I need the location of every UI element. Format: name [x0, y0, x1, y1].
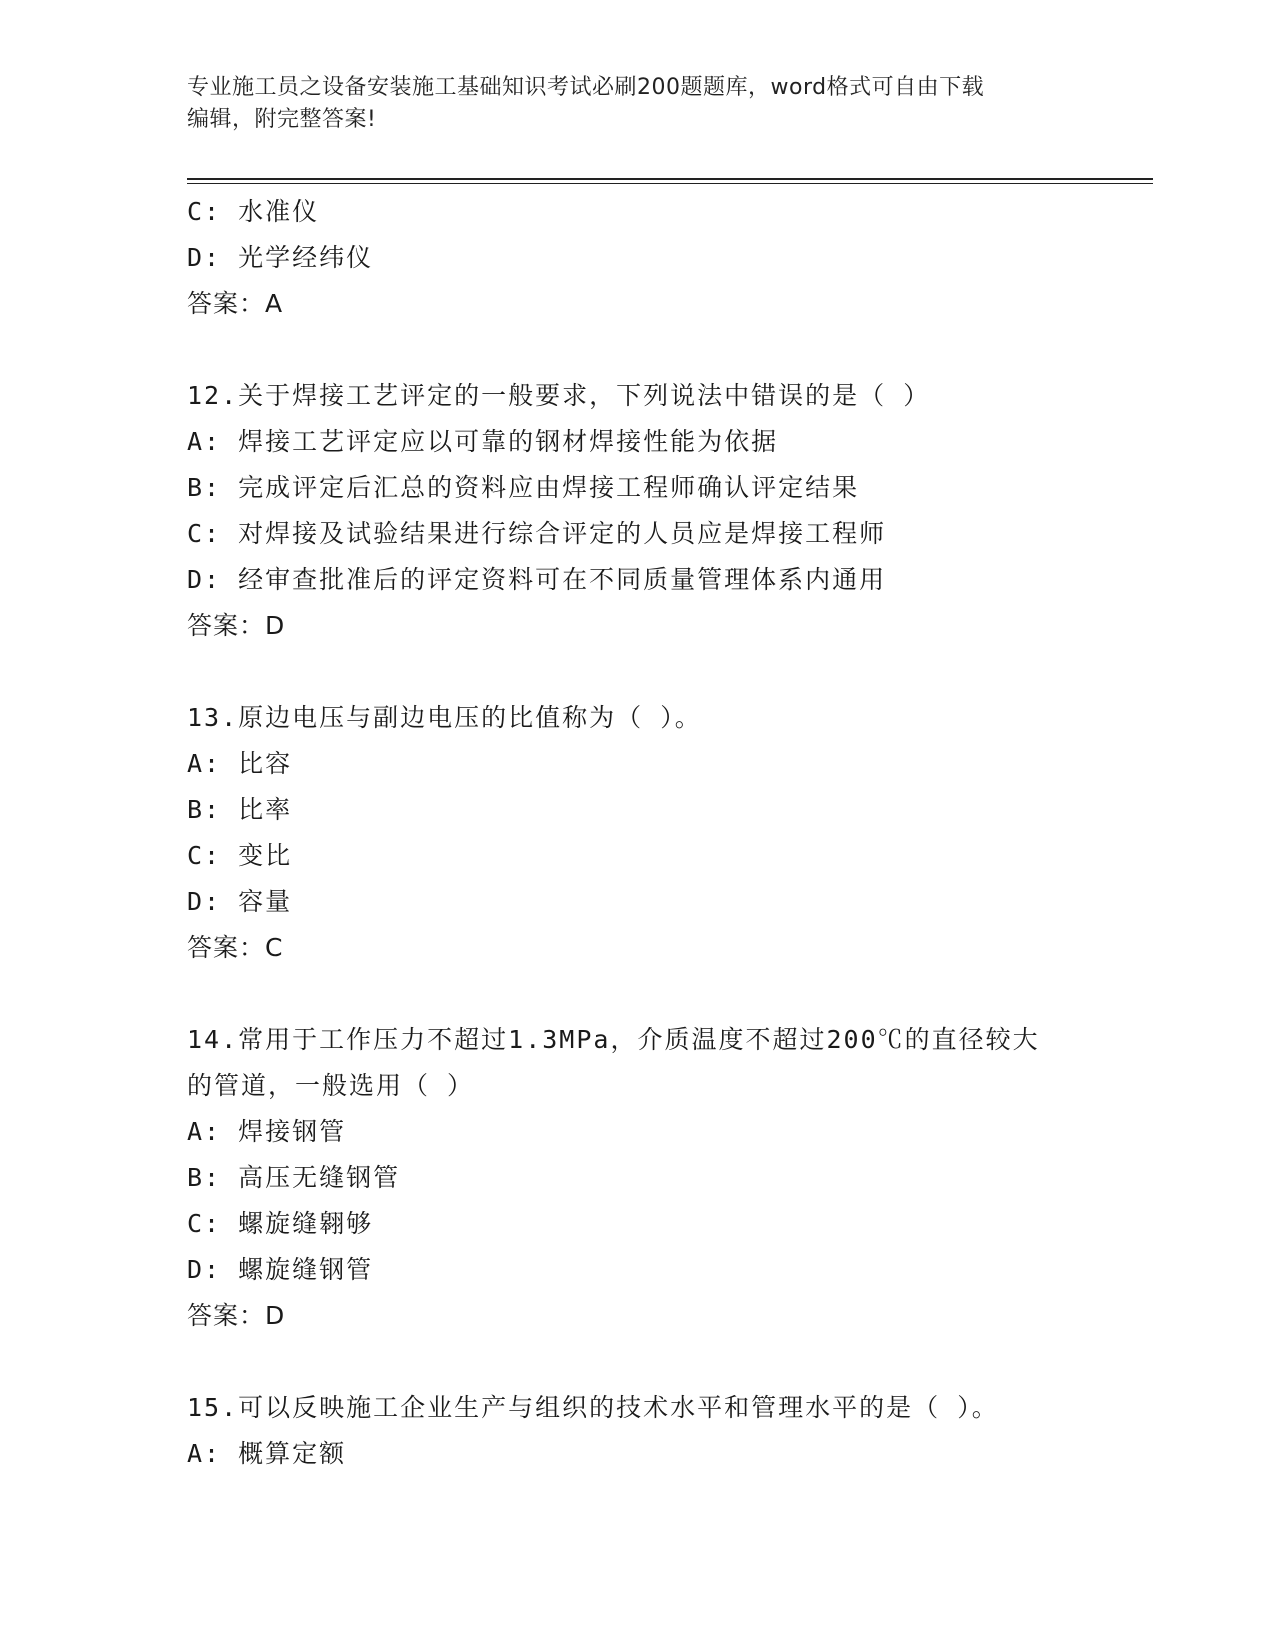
answer-line: 答案：D	[187, 611, 286, 640]
option-a: A: 焊接钢管	[187, 1117, 347, 1146]
option-b: B: 完成评定后汇总的资料应由焊接工程师确认评定结果	[187, 473, 860, 502]
option-a: A: 概算定额	[187, 1439, 347, 1468]
option-c: C: 水准仪	[187, 197, 320, 226]
option-d: D: 螺旋缝钢管	[187, 1255, 374, 1284]
spacer	[187, 971, 1087, 1017]
spacer	[187, 1339, 1087, 1385]
option-c: C: 变比	[187, 841, 293, 870]
option-b: B: 比率	[187, 795, 293, 824]
question-block-15	[187, 1385, 1087, 1477]
spacer	[187, 327, 1087, 373]
question-stem: 12.关于焊接工艺评定的一般要求，下列说法中错误的是（ ）	[187, 381, 931, 410]
question-block-11	[187, 189, 1087, 327]
header-title-line-2: 编辑，附完整答案!	[187, 107, 377, 132]
option-d: D: 容量	[187, 887, 293, 916]
answer-line: 答案：C	[187, 933, 284, 962]
question-block-13	[187, 695, 1087, 971]
question-stem: 14.常用于工作压力不超过1.3MPa，介质温度不超过200℃的直径较大	[187, 1025, 1040, 1054]
question-stem: 13.原边电压与副边电压的比值称为（ ）。	[187, 703, 702, 732]
option-c: C: 螺旋缝翱够	[187, 1209, 374, 1238]
option-a: A: 比容	[187, 749, 293, 778]
header-title-line-1: 专业施工员之设备安装施工基础知识考试必刷200题题库，word格式可自由下载	[187, 75, 985, 100]
question-stem: 15.可以反映施工企业生产与组织的技术水平和管理水平的是（ ）。	[187, 1393, 999, 1422]
option-d: D: 光学经纬仪	[187, 243, 374, 272]
document-header	[187, 72, 1087, 136]
option-d: D: 经审查批准后的评定资料可在不同质量管理体系内通用	[187, 565, 887, 594]
option-c: C: 对焊接及试验结果进行综合评定的人员应是焊接工程师	[187, 519, 887, 548]
question-block-12	[187, 373, 1087, 649]
question-content	[187, 189, 1087, 1477]
question-block-14	[187, 1017, 1087, 1339]
question-stem-continued: 的管道，一般选用（ ）	[187, 1071, 475, 1100]
option-b: B: 高压无缝钢管	[187, 1163, 401, 1192]
spacer	[187, 649, 1087, 695]
header-rule-thin	[187, 183, 1153, 184]
answer-line: 答案：A	[187, 289, 284, 318]
header-rule-thick	[187, 178, 1153, 180]
option-a: A: 焊接工艺评定应以可靠的钢材焊接性能为依据	[187, 427, 779, 456]
answer-line: 答案：D	[187, 1301, 286, 1330]
